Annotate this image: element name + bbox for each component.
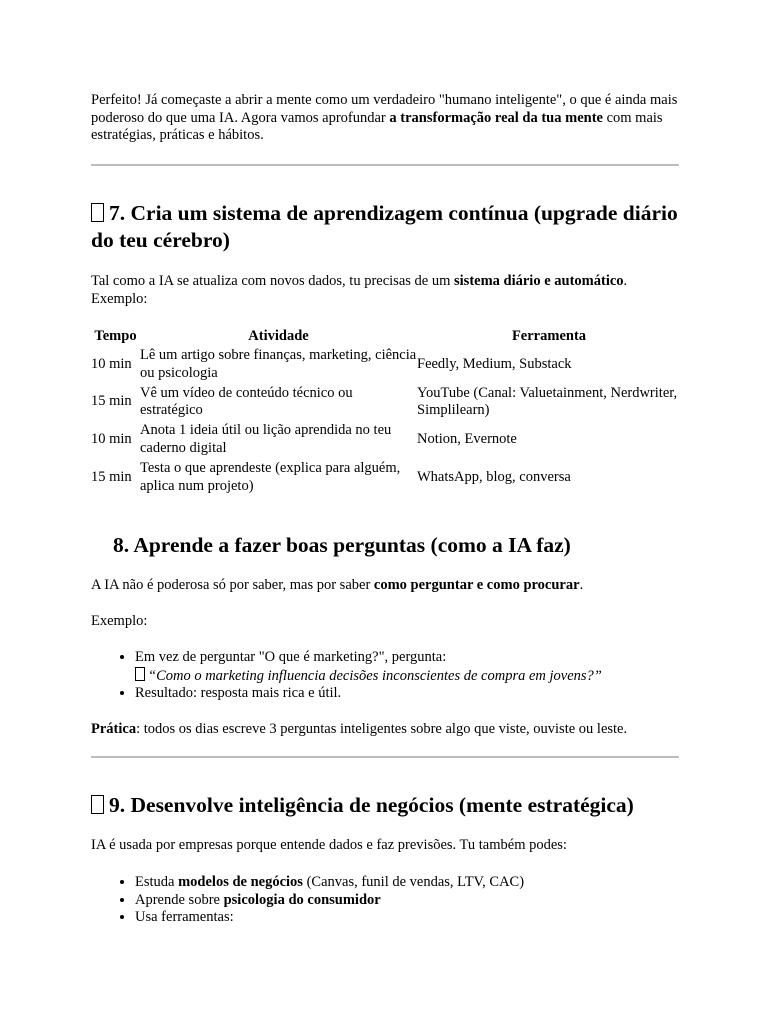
list-item — [135, 874, 681, 892]
table-row — [91, 421, 681, 458]
list-item: • Resultado: resposta mais rica e útil. — [135, 685, 681, 703]
section-7-title: 7. Cria um sistema de aprendizagem contínua (upgrade diário do teu cérebro) — [91, 201, 678, 252]
table-header-tempo: Tempo — [94, 328, 137, 345]
bullet-bold-text: modelos de negócios — [178, 874, 303, 890]
table-cell-activity: Lê um artigo sobre finanças, marketing, ciência ou psicologia — [140, 347, 417, 381]
divider — [91, 164, 679, 166]
section-8-list — [91, 649, 681, 703]
intro-paragraph — [91, 92, 681, 145]
intro-text: Perfeito! Já começaste a abrir a mente como um verdadeiro "humano inteligente", o que é ainda mais poderoso do que uma IA. Agora vamos aprofundar — [91, 92, 678, 126]
section-8-intro — [91, 577, 681, 595]
box-glyph-icon — [135, 667, 145, 681]
box-glyph-icon — [91, 795, 104, 814]
section-8-text-end: . — [579, 577, 584, 593]
practice-bold-text: Prática — [91, 721, 137, 737]
section-7-heading — [91, 200, 681, 254]
list-item — [135, 909, 681, 927]
divider — [91, 756, 679, 758]
table-row — [91, 458, 681, 497]
table-cell-tool: WhatsApp, blog, conversa — [417, 468, 571, 485]
section-8-text: A IA não é poderosa só por saber, mas por saber — [91, 577, 374, 593]
bullet-text: Aprende sobre — [135, 891, 224, 908]
intro-bold-text: a transformação real da tua mente — [389, 109, 603, 126]
section-9-intro: IA é usada por empresas porque entende dados e faz previsões. Tu também podes: — [91, 837, 567, 853]
section-9-list — [91, 874, 681, 927]
bullet-text-end: (Canvas, funil de vendas, LTV, CAC) — [302, 874, 525, 890]
table-cell-time: 15 min — [91, 468, 132, 485]
example-label: Exemplo: — [91, 613, 148, 629]
list-item — [135, 892, 681, 910]
table-cell-tool: Feedly, Medium, Substack — [417, 355, 572, 372]
box-glyph-icon — [91, 203, 104, 222]
bullet-text: Usa ferramentas: — [135, 909, 234, 925]
section-8-bold-text: como perguntar e como procurar — [373, 577, 580, 593]
table-cell-activity: Anota 1 ideia útil ou lição aprendida no teu caderno digital — [140, 422, 392, 456]
table-cell-activity: Testa o que aprendeste (explica para alguém, aplica num projeto) — [140, 460, 401, 494]
section-9-heading — [91, 792, 681, 819]
practice-text: : todos os dias escreve 3 perguntas inteligentes sobre algo que viste, ouviste ou leste. — [136, 721, 628, 737]
bullet-text: Em vez de perguntar "O que é marketing?", pergunta: — [135, 649, 447, 665]
table-cell-tool: Notion, Evernote — [417, 430, 517, 447]
bullet-bold-text: psicologia do consumidor — [223, 891, 381, 908]
table-cell-time: 10 min — [91, 355, 132, 372]
practice-paragraph — [91, 721, 681, 739]
table-row — [91, 383, 681, 421]
table-cell-time: 10 min — [91, 430, 132, 447]
table-cell-time: 15 min — [91, 393, 132, 410]
section-7-text-end: . Exemplo: — [91, 273, 628, 307]
intro-text-end: com mais estratégias, práticas e hábitos. — [91, 109, 663, 143]
table-cell-tool: YouTube (Canal: Valuetainment, Nerdwriter, Simplilearn) — [417, 384, 678, 418]
section-7-bold-text: sistema diário e automático — [454, 273, 624, 289]
table-header-ferramenta: Ferramenta — [511, 328, 587, 345]
table-cell-activity: Vê um vídeo de conteúdo técnico ou estratégico — [140, 384, 353, 418]
table-row — [91, 346, 681, 383]
section-9-title: 9. Desenvolve inteligência de negócios (mente estratégica) — [109, 793, 634, 817]
section-7-text: Tal como a IA se atualiza com novos dados, tu precisas de um — [91, 273, 454, 289]
section-8-heading: 8. Aprende a fazer boas perguntas (como a IA faz) — [113, 533, 571, 557]
section-7-intro — [91, 273, 681, 308]
bullet-quote: “Como o marketing influencia decisões inconscientes de compra em jovens?” — [148, 667, 602, 684]
bullet-text: Estuda — [135, 874, 179, 890]
table-header-atividade: Atividade — [248, 328, 309, 345]
list-item — [135, 649, 681, 685]
learning-table — [91, 328, 681, 497]
